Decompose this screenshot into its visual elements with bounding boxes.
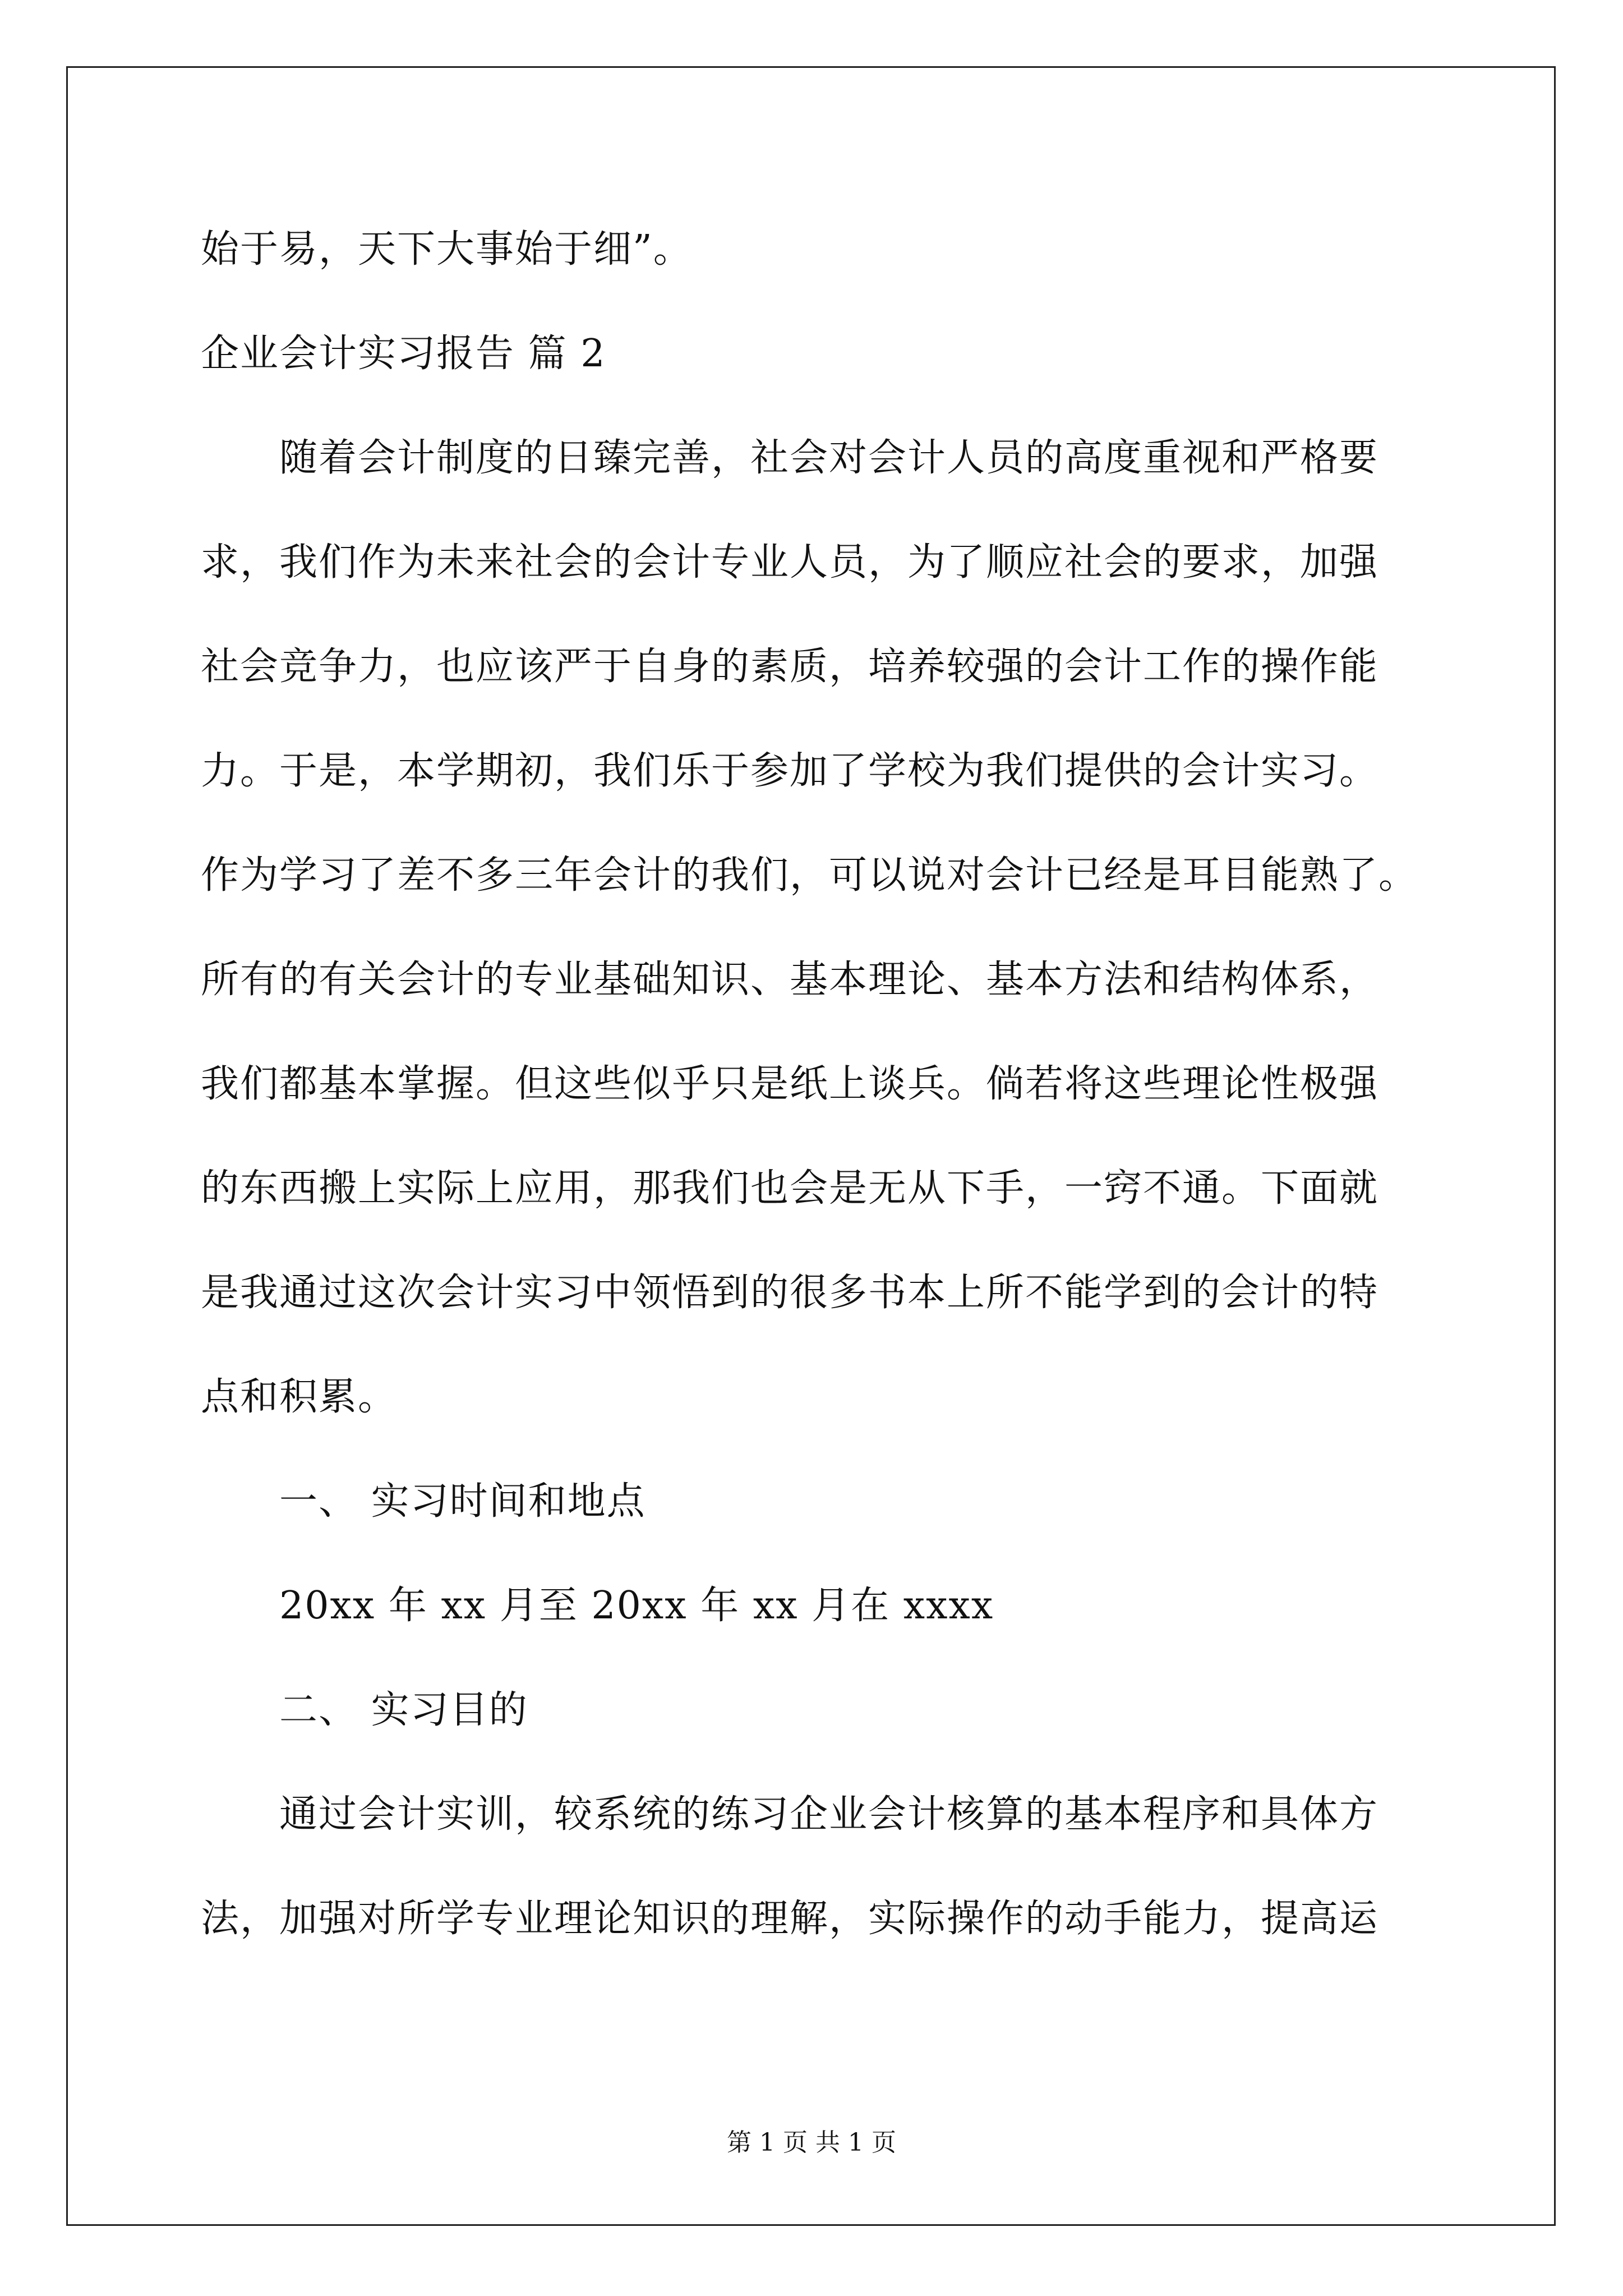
text-line: 始于易，天下大事始于细”。	[201, 227, 693, 272]
text-line: 点和积累。	[201, 1375, 398, 1419]
document-body	[201, 197, 1435, 1971]
text-line: 作为学习了差不多三年会计的我们，可以说对会计已经是耳目能熟了。	[201, 853, 1418, 898]
text-line: 力。于是，本学期初，我们乐于参加了学校为我们提供的会计实习。	[201, 749, 1379, 793]
page-footer: 第 1 页 共 1 页	[727, 2128, 896, 2157]
text-line: 20xx 年 xx 月至 20xx 年 xx 月在 xxxx	[279, 1584, 994, 1628]
subsection-heading: 二、 实习目的	[279, 1688, 528, 1732]
text-line: 法，加强对所学专业理论知识的理解，实际操作的动手能力，提高运	[201, 1897, 1379, 1941]
text-line: 我们都基本掌握。但这些似乎只是纸上谈兵。倘若将这些理论性极强	[201, 1062, 1379, 1106]
text-line: 求，我们作为未来社会的会计专业人员，为了顺应社会的要求，加强	[201, 540, 1379, 585]
section-heading: 企业会计实习报告 篇 2	[201, 332, 606, 376]
text-line: 所有的有关会计的专业基础知识、基本理论、基本方法和结构体系，	[201, 958, 1379, 1002]
subsection-heading: 一、 实习时间和地点	[279, 1479, 646, 1524]
text-line: 的东西搬上实际上应用，那我们也会是无从下手，一窍不通。下面就	[201, 1166, 1379, 1211]
text-line: 通过会计实训，较系统的练习企业会计核算的基本程序和具体方	[279, 1792, 1379, 1837]
text-line: 随着会计制度的日臻完善，社会对会计人员的高度重视和严格要	[279, 436, 1379, 480]
text-line: 是我通过这次会计实习中领悟到的很多书本上所不能学到的会计的特	[201, 1271, 1379, 1315]
text-line: 社会竞争力，也应该严于自身的素质，培养较强的会计工作的操作能	[201, 645, 1379, 689]
